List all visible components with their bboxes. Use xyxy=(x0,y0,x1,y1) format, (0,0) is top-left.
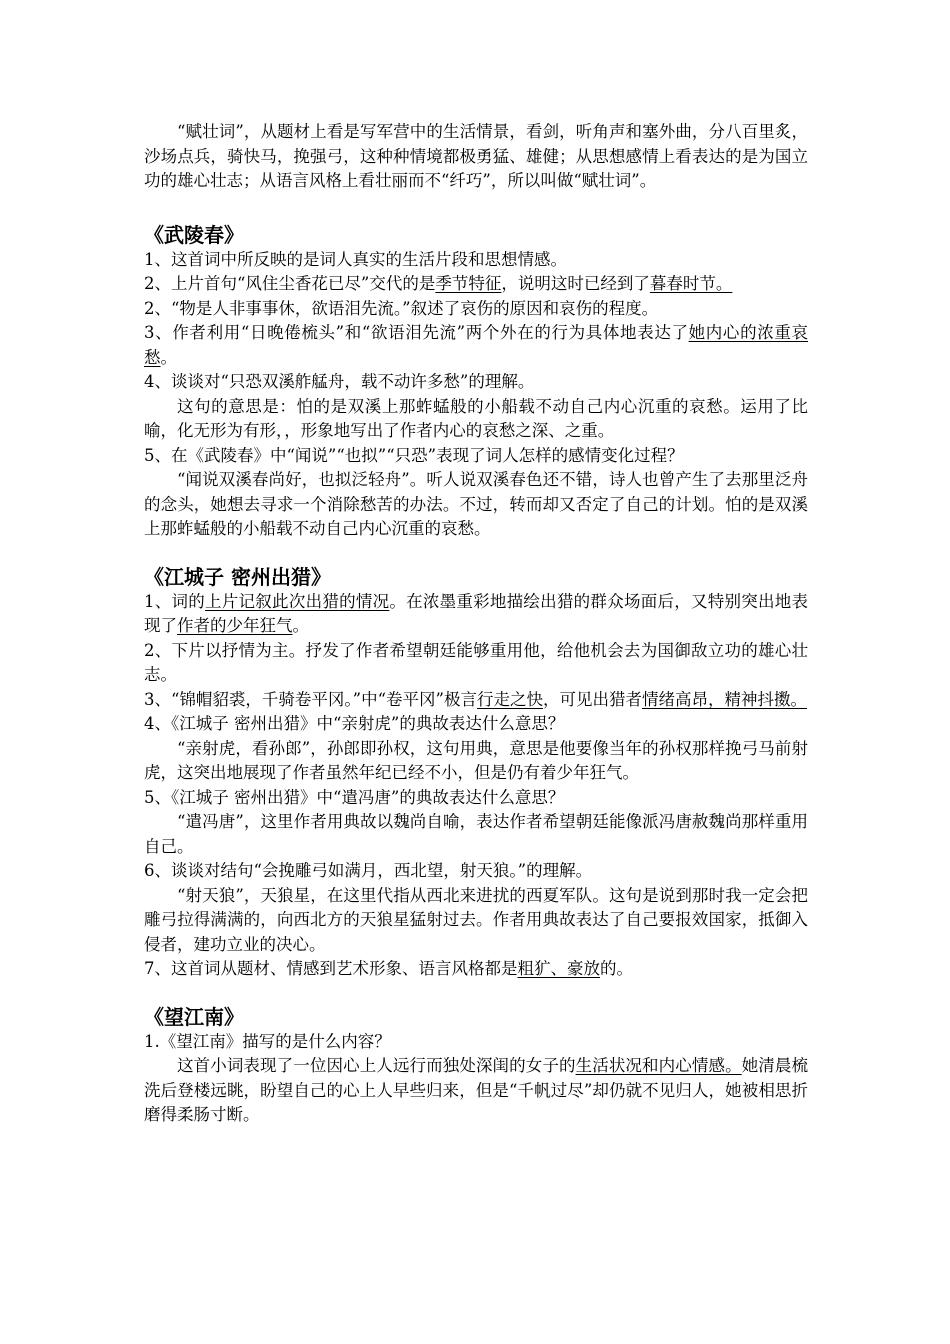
s2-answer-6: “射天狼”，天狼星，在这里代指从西北来进扰的西夏军队。这句是说到那时我一定会把雕弓拉得满满的，向西北方的天狼星猛射过去。作者用典故表达了自己要报效国家，抵御入侵者，建功立业的决心。 xyxy=(144,885,808,954)
section-title-jiangchengzi: 《江城子 密州出猎》 xyxy=(144,564,331,589)
s1-item-3: 2、“物是人非事事休，欲语泪先流。”叙述了哀伤的原因和哀伤的程度。 xyxy=(144,298,659,318)
text-segment: 。 xyxy=(292,616,309,635)
text-segment: 3、“锦帽貂裘，千骑卷平冈。”中“卷平冈”极言 xyxy=(144,689,477,709)
text-segment: 7、这首词从题材、情感到艺术形象、语言风格都是 xyxy=(144,959,518,978)
s2-answer-5: “遣冯唐”，这里作者用典故以魏尚自喻，表达作者希望朝廷能像派冯唐赦魏尚那样重用自己。 xyxy=(144,812,808,856)
text-segment: 2、上片首句“风住尘香花已尽”交代的是 xyxy=(144,274,436,293)
underlined-phrase: 暮春时节。 xyxy=(649,274,733,293)
text-segment: ，说明这时已经到了 xyxy=(501,274,650,293)
s1-item-4 xyxy=(144,321,808,370)
s1-answer-5: 这句的意思是：怕的是双溪上那蚱蜢般的小船载不动自己内心沉重的哀愁。运用了比喻，化无形为有形，，形象地写出了作者内心的哀愁之深、之重。 xyxy=(144,396,808,440)
underlined-phrase: 她内心的浓重哀愁 xyxy=(144,323,809,367)
s1-answer-6: “闻说双溪春尚好，也拟泛轻舟”。听人说双溪春色还不错，诗人也曾产生了去那里泛舟的念头，她想去寻求一个消除愁苦的办法。不过，转而却又否定了自己的计划。怕的是双溪上那蚱蜢般的小船载不动自己内心沉重的哀愁。 xyxy=(144,470,808,538)
s3-item-1: 1.《望江南》描写的是什么内容？ xyxy=(144,1031,391,1051)
s1-item-6: 5、在《武陵春》中“闻说”“也拟”“只恐”表现了词人怎样的感情变化过程？ xyxy=(144,445,684,465)
underlined-phrase: 季节特征 xyxy=(435,274,502,293)
text-segment: 。在浓墨重彩地描绘出猎的群众场面后，又特别突出地表现了 xyxy=(144,591,809,635)
underlined-phrase: 粗犷、豪放 xyxy=(517,959,600,978)
s2-item-3 xyxy=(144,688,808,713)
text-segment: 的。 xyxy=(600,959,633,978)
underlined-phrase: 行走之快 xyxy=(477,689,543,709)
s2-item-1 xyxy=(144,590,808,639)
s1-item-5: 4、谈谈对“只恐双溪舴艋舟，载不动许多愁”的理解。 xyxy=(144,372,535,391)
s2-item-6: 6、谈谈对结句“会挽雕弓如满月，西北望，射天狼。”的理解。 xyxy=(144,861,593,880)
text-segment: 。 xyxy=(160,347,177,367)
underlined-phrase: 情绪高昂，精神抖擞。 xyxy=(642,689,807,709)
s3-answer-1 xyxy=(144,1054,808,1128)
text-segment: 1、词的 xyxy=(144,591,206,611)
s1-item-2 xyxy=(144,272,808,297)
s2-item-5: 5、《江城子 密州出猎》中“遣冯唐”的典故表达什么意思？ xyxy=(144,787,565,807)
s1-item-1: 1、这首词中所反映的是词人真实的生活片段和思想情感。 xyxy=(144,249,567,269)
text-segment: 这首小词表现了一位因心上人远行而独处深闺的女子的 xyxy=(177,1056,576,1075)
section-title-wulingchun: 《武陵春》 xyxy=(144,222,244,247)
underlined-phrase: 生活状况和内心情感。 xyxy=(575,1056,742,1075)
intro-paragraph: “赋壮词”，从题材上看是写军营中的生活情景，看剑，听角声和塞外曲，分八百里炙，沙场点兵，骑快马，挽强弓，这种种情境都极勇猛、雄健；从思想感情上看表达的是为国立功的雄心壮志；从语言风格上看壮丽而不“纤巧”，所以叫做“赋壮词”。 xyxy=(144,122,808,190)
s2-item-2: 2、下片以抒情为主。抒发了作者希望朝廷能够重用他，给他机会去为国御敌立功的雄心壮志。 xyxy=(144,640,808,684)
text-segment: 3、作者利用“日晚倦梳头”和“欲语泪先流”两个外在的行为具体地表达了 xyxy=(144,323,689,342)
text-segment: ，可见出猎者 xyxy=(543,689,642,709)
s2-item-7 xyxy=(144,957,808,982)
section-title-wangjiangnan: 《望江南》 xyxy=(144,1004,244,1029)
underlined-phrase: 作者的少年狂气 xyxy=(177,616,293,635)
s2-answer-4: “亲射虎，看孙郎”，孙郎即孙权，这句用典，意思是他要像当年的孙权那样挽弓马前射虎，这突出地展现了作者虽然年纪已经不小，但是仍有着少年狂气。 xyxy=(144,738,808,782)
s2-item-4: 4、《江城子 密州出猎》中“亲射虎”的典故表达什么意思？ xyxy=(144,714,565,733)
document-page xyxy=(144,120,808,1128)
underlined-phrase: 上片记叙此次出猎的情况 xyxy=(205,591,390,611)
text-segment: 她清晨梳洗后登楼远眺，盼望自己的心上人早些归来，但是“千帆过尽”却仍就不见归人，她被相思折磨得柔肠寸断。 xyxy=(144,1056,809,1124)
